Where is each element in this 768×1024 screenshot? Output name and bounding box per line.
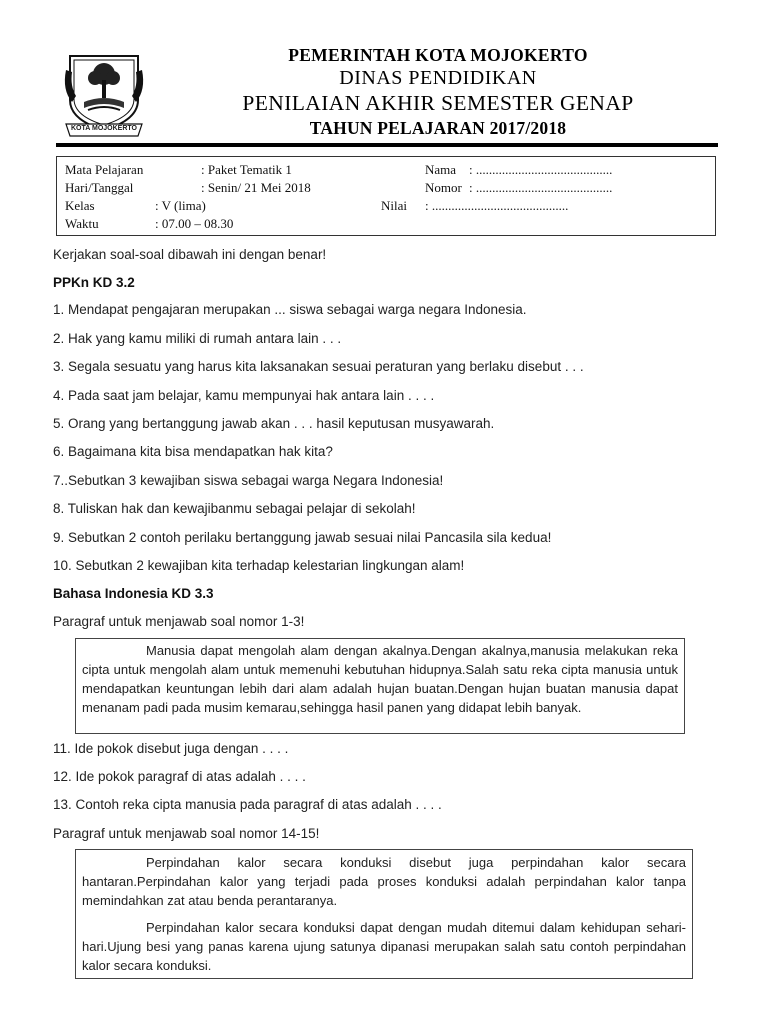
- instruction-text: Kerjakan soal-soal dibawah ini dengan benar!: [53, 247, 327, 262]
- reading-passage-2: [75, 849, 693, 979]
- kelas-label: Kelas: [65, 198, 95, 213]
- mapel-value: : Paket Tematik 1: [201, 162, 292, 177]
- header-exam-title: PENILAIAN AKHIR SEMESTER GENAP: [242, 91, 634, 115]
- passage-1-text: Manusia dapat mengolah alam dengan akalnya.Dengan akalnya,manusia melakukan reka cipta untuk mengolah alam untuk memenuhi kebutuhan hidupnya.Salah satu reka cipta manusia untuk mendapatkan keuntungan lebih dari alam adalah hujan buatan.Dengan hujan buatan manusia dapat menanam padi pada musim kemarau,sehingga hasil panen yang didapat lebih banyak.: [82, 643, 678, 715]
- question-item: 5. Orang yang bertanggung jawab akan . . . hasil keputusan musyawarah.: [53, 416, 495, 431]
- question-item: 11. Ide pokok disebut juga dengan . . . .: [53, 741, 289, 756]
- nama-label: Nama: [425, 162, 457, 177]
- student-info-box: [56, 156, 716, 236]
- header-government: PEMERINTAH KOTA MOJOKERTO: [288, 45, 588, 65]
- question-item: 2. Hak yang kamu miliki di rumah antara lain . . .: [53, 331, 342, 346]
- question-item: 3. Segala sesuatu yang harus kita laksanakan sesuai peraturan yang berlaku disebut . . .: [53, 359, 584, 374]
- nilai-label: Nilai: [381, 198, 407, 213]
- nama-field[interactable]: : ..........................................: [469, 162, 613, 177]
- question-item: 8. Tuliskan hak dan kewajibanmu sebagai pelajar di sekolah!: [53, 501, 416, 516]
- hari-value: : Senin/ 21 Mei 2018: [201, 180, 311, 195]
- header-agency: DINAS PENDIDIKAN: [339, 67, 537, 89]
- question-item: 9. Sebutkan 2 contoh perilaku bertanggung jawab sesuai nilai Pancasila sila kedua!: [53, 530, 552, 545]
- question-item: 12. Ide pokok paragraf di atas adalah . . . .: [53, 769, 306, 784]
- kelas-value: : V (lima): [155, 198, 206, 213]
- passage-2a-text: Perpindahan kalor secara konduksi disebut juga perpindahan kalor secara hantaran.Perpindahan kalor yang terjadi pada proses konduksi adalah perpindahan kalor tanpa memindahkan zat atau benda perantaranya.: [82, 855, 686, 908]
- question-item: 7..Sebutkan 3 kewajiban siswa sebagai warga Negara Indonesia!: [53, 473, 444, 488]
- header-divider: [56, 143, 718, 147]
- question-item: 6. Bagaimana kita bisa mendapatkan hak kita?: [53, 444, 333, 459]
- waktu-label: Waktu: [65, 216, 99, 231]
- hari-label: Hari/Tanggal: [65, 180, 134, 195]
- question-item: 1. Mendapat pengajaran merupakan ... siswa sebagai warga negara Indonesia.: [53, 302, 527, 317]
- nilai-field[interactable]: : ..........................................: [425, 198, 569, 213]
- mapel-label: Mata Pelajaran: [65, 162, 144, 177]
- nomor-label: Nomor: [425, 180, 462, 195]
- document-header: [160, 44, 716, 140]
- question-item: 10. Sebutkan 2 kewajiban kita terhadap kelestarian lingkungan alam!: [53, 558, 465, 573]
- reading-passage-1: [75, 638, 685, 734]
- question-item: 13. Contoh reka cipta manusia pada paragraf di atas adalah . . . .: [53, 797, 442, 812]
- passage-2b-text: Perpindahan kalor secara konduksi dapat dengan mudah ditemui dalam kehidupan sehari-hari.Ujung besi yang panas karena ujung satunya dipanasi merupakan salah satu contoh perpindahan kalor secara konduksi.: [82, 920, 686, 973]
- question-item: 4. Pada saat jam belajar, kamu mempunyai hak antara lain . . . .: [53, 388, 435, 403]
- section-bahasa-title: Bahasa Indonesia KD 3.3: [53, 586, 214, 601]
- paragraph-intro-2: Paragraf untuk menjawab soal nomor 14-15!: [53, 826, 320, 841]
- section-ppkn-title: PPKn KD 3.2: [53, 275, 135, 290]
- paragraph-intro-1: Paragraf untuk menjawab soal nomor 1-3!: [53, 614, 305, 629]
- header-school-year: TAHUN PELAJARAN 2017/2018: [309, 118, 567, 138]
- nomor-field[interactable]: : ..........................................: [469, 180, 613, 195]
- waktu-value: : 07.00 – 08.30: [155, 216, 234, 231]
- emblem-caption: KOTA MOJOKERTO: [71, 125, 137, 132]
- kota-mojokerto-emblem: [62, 50, 146, 140]
